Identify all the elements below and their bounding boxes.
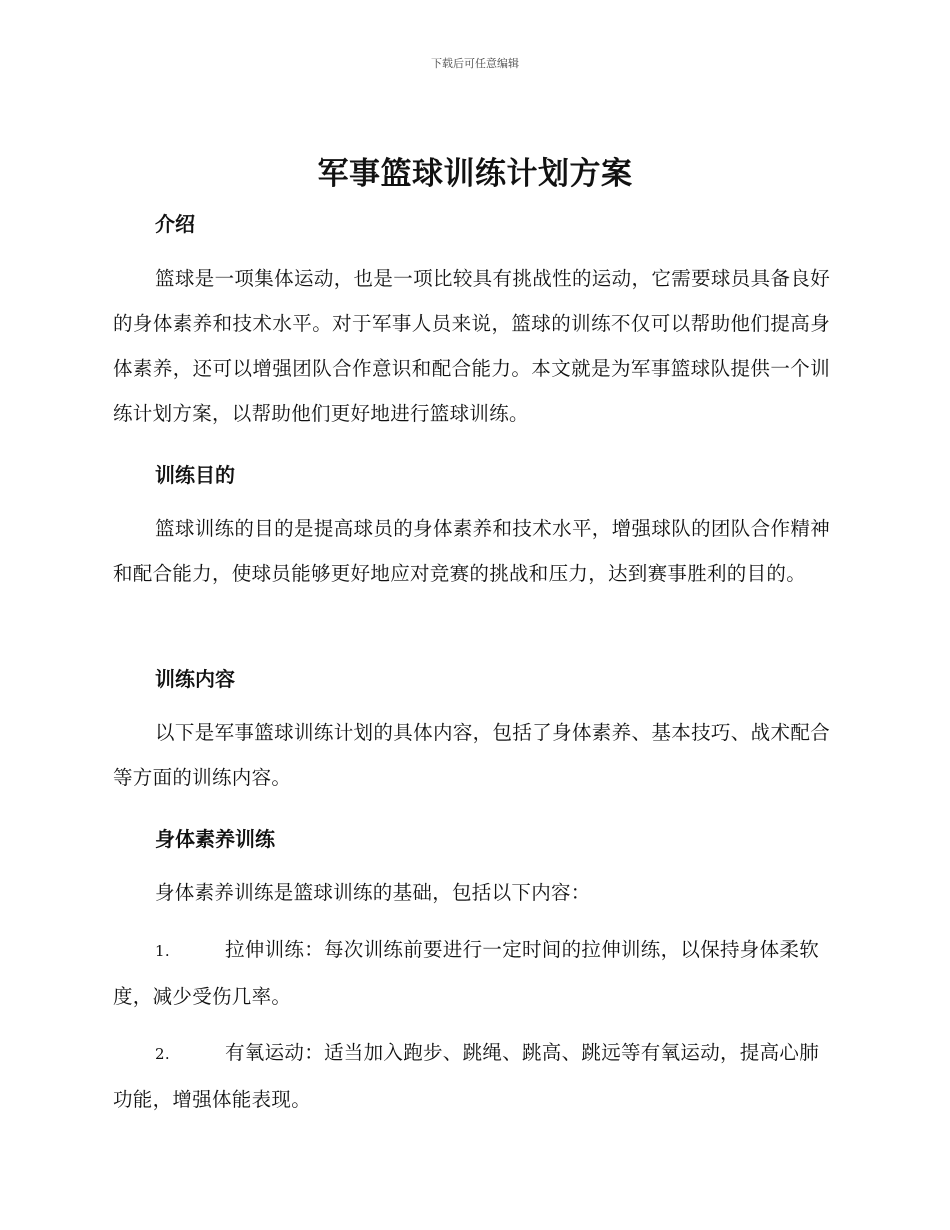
section-heading-intro: 介绍 (155, 212, 195, 236)
page-title: 军事篮球训练计划方案 (317, 156, 633, 192)
list-item (113, 927, 830, 1020)
section-body-fitness: 身体素养训练是篮球训练的基础，包括以下内容： (155, 881, 591, 904)
list-item-text: 拉伸训练：每次训练前要进行一定时间的拉伸训练，以保持身体柔软度，减少受伤几率。 (113, 938, 820, 1008)
list-item-text: 有氧运动：适当加入跑步、跳绳、跳高、跳远等有氧运动，提高心肺功能，增强体能表现。 (113, 1041, 820, 1111)
section-body-content: 以下是军事篮球训练计划的具体内容，包括了身体素养、基本技巧、战术配合等方面的训练内容。 (113, 721, 830, 789)
section-body-purpose: 篮球训练的目的是提高球员的身体素养和技术水平，增强球队的团队合作精神和配合能力，使球员能够更好地应对竞赛的挑战和压力，达到赛事胜利的目的。 (113, 517, 830, 585)
list-item (113, 1030, 830, 1123)
section-body-intro: 篮球是一项集体运动，也是一项比较具有挑战性的运动，它需要球员具备良好的身体素养和技术水平。对于军事人员来说，篮球的训练不仅可以帮助他们提高身体素养，还可以增强团队合作意识和配合能力。本文就是为军事篮球队提供一个训练计划方案，以帮助他们更好地进行篮球训练。 (113, 267, 830, 425)
section-heading-fitness: 身体素养训练 (155, 827, 275, 851)
section-heading-purpose: 训练目的 (155, 463, 235, 487)
list-item-number: 1. (155, 942, 170, 960)
section-heading-content: 训练内容 (155, 667, 235, 691)
list-item-number: 2. (155, 1045, 170, 1063)
header-note: 下载后可任意编辑 (431, 57, 519, 70)
